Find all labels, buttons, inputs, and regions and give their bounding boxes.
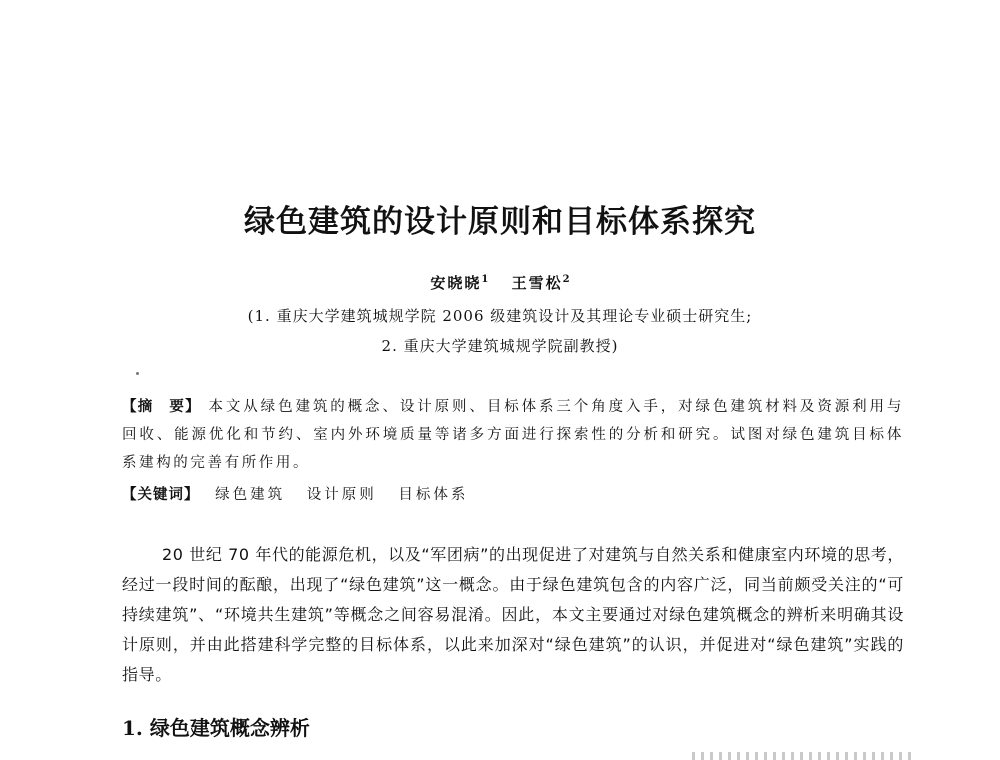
paper-title: 绿色建筑的设计原则和目标体系探究 (244, 204, 756, 240)
author-1-sup: 1 (481, 274, 489, 285)
author-1 (430, 274, 488, 292)
section-heading: 1. 绿色建筑概念辨析 (122, 716, 310, 740)
keyword-3: 目标体系 (398, 487, 469, 503)
keyword-1: 绿色建筑 (215, 487, 286, 503)
abstract-text: 本文从绿色建筑的概念、设计原则、目标体系三个角度入手，对绿色建筑材料及资源利用与回收、能源优化和节约、室内外环境质量等诸多方面进行探索性的分析和研究。试图对绿色建筑目标体系建构的完善有所作用。 (122, 399, 905, 471)
abstract-label: 【摘 要】 (122, 399, 201, 415)
author-2 (512, 274, 570, 292)
affiliation-line-1: (1. 重庆大学建筑城规学院 2006 级建筑设计及其理论专业硕士研究生; (247, 307, 753, 325)
abstract (122, 393, 904, 477)
author-1-name: 安晓晓 (430, 274, 482, 292)
intro-paragraph: 20 世纪 70 年代的能源危机，以及“军团病”的出现促进了对建筑与自然关系和健康室内环境的思考，经过一段时间的酝酿，出现了“绿色建筑”这一概念。由于绿色建筑包含的内容广泛，同当前颇受关注的“可持续建筑”、“环境共生建筑”等概念之间容易混淆。因此，本文主要通过对绿色建筑概念的辨析来明确其设计原则，并由此搭建科学完整的目标体系，以此来加深对“绿色建筑”的认识，并促进对“绿色建筑”实践的指导。 (122, 545, 904, 684)
author-2-name: 王雪松 (511, 274, 563, 292)
keywords (122, 483, 482, 504)
stray-dot (136, 372, 139, 375)
keywords-label: 【关键词】 (122, 487, 200, 503)
affiliation-line-2: 2. 重庆大学建筑城规学院副教授) (381, 337, 619, 355)
author-line (0, 272, 1000, 293)
author-2-sup: 2 (562, 274, 570, 285)
cut-off-text-fragment (692, 752, 912, 760)
keyword-2: 设计原则 (306, 487, 377, 503)
